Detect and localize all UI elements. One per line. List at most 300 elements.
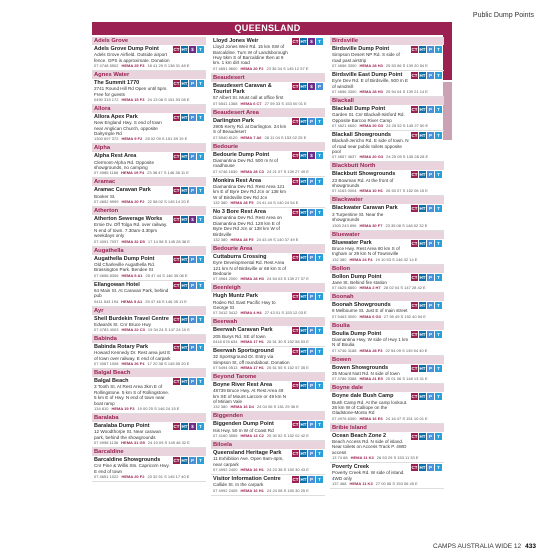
dump-point-entry [330, 71, 444, 97]
td-icon: T [316, 421, 323, 428]
ht-icon: HT [300, 152, 307, 158]
td-icon: T [435, 365, 442, 372]
entry-description: Beach Access Rd. N side of island. Near toilets on Access Track P. 4WD access [332, 438, 407, 455]
entry-name: Birdsville East Dump Point [332, 72, 403, 79]
dp-icon: $ [308, 83, 315, 90]
gps-coordinates: 24 04 06 S 151 29 36 E [256, 404, 299, 410]
gps-coordinates: 24 54 03 S 139 27 07 E [266, 276, 309, 282]
ht-icon: HT [181, 154, 188, 160]
gps-coordinates: 25 47 44 S 146 35 08 E [145, 272, 188, 278]
td-icon: T [197, 46, 204, 53]
entry-name: Barcaldine Showgrounds [94, 457, 161, 463]
entry-description: Rodeo Rd. East Pacific Hwy to George St [213, 299, 276, 310]
facility-icons [411, 365, 442, 382]
facility-icons [292, 83, 323, 106]
map-reference: HEMA 28 H3 [240, 276, 264, 282]
entry-description: 11 Exhibition Ave. Open 9am-4pm, near carpark [213, 456, 284, 467]
gps-coordinates: 28 02 04 S 147 28 42 E [383, 285, 426, 291]
ht-icon: HT [181, 423, 188, 429]
map-reference: HEMA 16 H1 [240, 487, 264, 493]
map-reference: HEMA 6 C7 [240, 100, 262, 106]
facility-icons [292, 382, 323, 409]
ct-icon: CT [411, 365, 418, 371]
entry-meta [213, 100, 307, 106]
ht-icon: HT [300, 83, 307, 89]
ct-icon: CT [411, 240, 418, 246]
td-icon: T [197, 344, 204, 351]
entry-name: Ellangowan Hotel [94, 281, 140, 288]
entry-phone: 07 4656 3300 [332, 63, 357, 69]
pk-icon: P [309, 382, 313, 388]
ct-icon: CT [411, 465, 418, 471]
ht-icon: HT [419, 133, 426, 139]
gps-coordinates: 27 59 33 S 153 00 01 E [264, 100, 307, 106]
facility-icons [292, 450, 323, 472]
gps-coordinates: 19 34 24 S 147 24 10 E [147, 327, 190, 333]
dump-point-entry [211, 117, 325, 143]
gps-coordinates: 24 13 08 S 151 53 08 E [147, 97, 190, 103]
dump-point-entry [330, 432, 444, 463]
facility-icons [411, 302, 442, 319]
town-heading: Biloela [211, 441, 325, 449]
town-heading: Adels Grove [92, 37, 206, 45]
page-number: 433 [525, 543, 536, 550]
gps-coordinates: 24 16 47 S 151 10 01 E [385, 415, 428, 421]
ct-icon: CT [292, 477, 299, 483]
td-icon: T [197, 378, 204, 385]
facility-icons [411, 464, 442, 486]
entry-meta [94, 136, 188, 142]
town-heading: Atherton [92, 207, 206, 215]
facility-icons [411, 274, 442, 291]
ct-icon: CT [411, 394, 418, 400]
pk-icon: P [428, 331, 432, 337]
pk-icon: P [190, 316, 194, 322]
dump-point-entry [92, 456, 206, 482]
entry-phone: 07 4091 7937 [94, 238, 119, 244]
pk-icon: P [190, 188, 194, 194]
town-heading: Beaudesert Area [211, 109, 325, 117]
gps-coordinates: 26 53 29 S 153 11 33 E [376, 455, 419, 461]
ht-icon: HT [419, 206, 426, 212]
town-heading: Blackall [330, 97, 444, 105]
entry-name: No 3 Bore Rest Area [213, 209, 266, 216]
map-reference: HEMA 19 F3 [111, 405, 135, 411]
entry-phone: 07 4748 5502 [94, 63, 119, 69]
entry-description: 32 Sportsground Dr. Entry via Simpson St, off roundabout. Donation [213, 354, 290, 365]
dump-point-entry [92, 255, 206, 281]
entry-phone: 132 380 [213, 200, 228, 206]
entry-name: Augathella Dump Point [94, 255, 155, 262]
entry-meta [213, 168, 309, 174]
facility-icons [292, 348, 323, 370]
dump-point-entry [330, 273, 444, 294]
gps-coordinates: 24 25 05 S 145 28 28 E [386, 154, 429, 160]
ct-icon: CT [411, 107, 418, 113]
dump-point-entry [330, 301, 444, 322]
pk-icon: P [428, 365, 432, 371]
ht-icon: HT [300, 39, 307, 44]
ht-icon: HT [300, 477, 307, 483]
entry-name: Baralaba Dump Point [94, 422, 150, 429]
facility-icons [411, 433, 442, 460]
map-reference: HEMA 4 H4 [240, 310, 262, 316]
column-3 [330, 37, 444, 530]
entry-name: Lloyd Jones Weir [213, 38, 259, 44]
entry-description: Old Charleville Augathella Rd. Brassington Park. Bendee St [94, 261, 156, 273]
map-reference: HEMA 28 F5 [230, 236, 254, 242]
dump-point-entry [211, 208, 325, 245]
entry-phone: 07 5494 0513 [213, 364, 238, 370]
dp-icon: $ [189, 46, 196, 53]
gps-coordinates: 24 21 07 S 139 27 49 E [266, 168, 309, 174]
town-heading: Boyne dale [330, 384, 444, 392]
entry-meta [213, 338, 309, 344]
entry-description: Bruce Hwy. Rest Area 80 km S of Ingham or 29 km N of Townsville [332, 245, 400, 257]
pk-icon: P [190, 282, 194, 288]
ht-icon: HT [181, 256, 188, 262]
town-heading: Agnes Water [92, 71, 206, 79]
ct-icon: CT [411, 274, 418, 280]
state-banner: QUEENSLAND [92, 22, 443, 35]
entry-phone: 07 4992 2405 [213, 487, 238, 493]
entry-meta [94, 170, 189, 176]
ct-icon: CT [292, 382, 299, 388]
facility-icons [292, 421, 323, 438]
ct-icon: CT [292, 39, 299, 44]
map-reference: HEMA 31 G5 [121, 440, 145, 445]
td-icon: T [435, 205, 442, 212]
td-icon: T [316, 118, 323, 125]
ct-icon: CT [292, 328, 299, 334]
gps-coordinates: 25 54 04 S 139 21 14 E [385, 89, 428, 95]
entry-description: Diamantina Dev Rd. 500 m N of roadhouse [213, 157, 278, 169]
ct-icon: CT [173, 282, 180, 288]
facility-icons [173, 316, 204, 333]
dp-icon: $ [308, 38, 315, 45]
entry-meta [213, 467, 309, 473]
entry-description: Blackall-Jericho Rd. E side of town. N of road near public toilets opposite pool [332, 138, 409, 155]
entry-meta [332, 63, 428, 69]
map-reference: HEMA 6 G3 [359, 313, 381, 319]
td-icon: T [197, 256, 204, 263]
map-reference: HEMA 28 F3 [359, 347, 383, 353]
ct-icon: CT [173, 316, 180, 322]
entry-name: Alpha Rest Area [94, 153, 137, 160]
facility-icons [411, 171, 442, 193]
entry-description: 64 Main St. At Caravan Park, behind pub [94, 287, 169, 299]
entry-meta [94, 199, 190, 205]
facility-icons [173, 114, 204, 141]
map-reference: HEMA 11 K3 [349, 481, 373, 487]
td-icon: T [435, 72, 442, 79]
facility-icons [173, 378, 204, 411]
town-heading: Ayr [92, 307, 206, 315]
ht-icon: HT [300, 382, 307, 388]
facility-icons [173, 282, 204, 304]
facility-icons [292, 293, 323, 315]
state-tab-secondary [443, 82, 452, 140]
entry-name: Monkira Rest Area [213, 177, 262, 184]
gps-coordinates: 23 36 34 S 145 12 57 E [266, 65, 309, 71]
entry-meta [213, 200, 299, 206]
dump-point-entry [92, 152, 206, 178]
dump-point-entry [330, 463, 444, 489]
town-heading: Beenleigh [211, 284, 325, 292]
gps-coordinates: 27 43 01 S 153 12 03 E [264, 310, 307, 316]
ct-icon: CT [173, 115, 180, 121]
entry-phone: 07 4657 4637 [332, 154, 357, 160]
td-icon: T [435, 240, 442, 247]
td-icon: T [197, 216, 204, 223]
entry-name: Boyne River Rest Area [213, 381, 273, 388]
td-icon: T [197, 457, 204, 464]
entry-phone: 07 4621 6600 [332, 123, 357, 129]
td-icon: T [316, 254, 323, 261]
map-reference: HEMA 28 H3 [359, 89, 383, 95]
dump-point-entry [211, 292, 325, 318]
dump-point-entry [211, 37, 325, 74]
map-reference: HEMA 16 D4 [230, 404, 254, 410]
publication-name: CAMPS AUSTRALIA WIDE 12 [433, 543, 522, 550]
map-reference: HEMA 24 F4 [349, 256, 373, 262]
entry-phone: 07 4652 9999 [94, 199, 119, 205]
entry-name: Babinda Rotary Park [94, 344, 149, 351]
map-reference: HEMA 32 D5 [121, 238, 145, 244]
entry-name: Blackall Showgrounds [332, 132, 391, 139]
facility-icons [292, 209, 323, 242]
ht-icon: HT [419, 73, 426, 79]
td-icon: T [435, 302, 442, 309]
entry-meta [332, 313, 426, 319]
pk-icon: P [190, 256, 194, 262]
town-heading: Birdsville [330, 37, 444, 45]
dump-point-entry [92, 215, 206, 246]
td-icon: T [435, 331, 442, 338]
entry-meta [213, 364, 309, 370]
td-icon: T [197, 423, 204, 430]
gps-coordinates: 24 41 44 S 140 24 54 E [256, 200, 299, 206]
town-heading: Beaudesert [211, 74, 325, 82]
ct-icon: CT [173, 217, 180, 223]
ct-icon: CT [173, 47, 180, 52]
td-icon: T [435, 171, 442, 178]
pk-icon: P [309, 422, 313, 428]
pk-icon: P [428, 274, 432, 280]
ct-icon: CT [411, 133, 418, 139]
pk-icon: P [309, 348, 313, 354]
map-reference: HEMA 20 F2 [121, 474, 145, 480]
dump-point-entry [330, 330, 444, 356]
td-icon: T [316, 152, 323, 159]
state-tab [443, 22, 452, 80]
map-reference: HEMA 5 A1 [121, 298, 143, 304]
facility-icons [173, 80, 204, 102]
entry-meta [213, 276, 309, 282]
ht-icon: HT [300, 254, 307, 260]
pk-icon: P [190, 81, 194, 87]
ct-icon: CT [292, 83, 299, 89]
town-heading: Bedourie [211, 143, 325, 151]
gps-coordinates: 25 47 46 S 146 35 11 E [145, 298, 187, 304]
gps-coordinates: 26 51 55 S 152 57 35 E [266, 364, 309, 370]
entry-phone: 07 5463 3000 [332, 313, 357, 319]
entry-meta [94, 97, 190, 103]
td-icon: T [435, 393, 442, 400]
ct-icon: CT [292, 451, 299, 457]
entry-name: Boulia Dump Point [332, 330, 382, 337]
facility-icons [173, 187, 204, 204]
entry-description: Cnr Pine & Willis Sts. Capricorn Hwy. E end of town [94, 463, 170, 474]
ht-icon: HT [419, 433, 426, 439]
entry-meta [332, 415, 428, 421]
map-reference: HEMA 20 F2 [121, 199, 145, 205]
section-title: Public Dump Points [472, 12, 534, 19]
gps-coordinates: 24 25 52 S 145 27 50 E [386, 123, 429, 129]
map-reference: HEMA 28 H3 [359, 63, 383, 69]
pk-icon: P [190, 115, 194, 121]
gps-coordinates: 22 54 09 S 139 54 40 E [385, 347, 428, 353]
entry-phone: 1300 243 896 [332, 222, 357, 228]
dump-point-entry [330, 392, 444, 423]
entry-name: Beerwah Sportsground [213, 347, 274, 354]
entry-description: 25 Mount Nutt Rd. N side of town [332, 370, 400, 376]
dump-point-entry [330, 45, 444, 71]
entry-meta [213, 487, 309, 493]
dump-point-entry [211, 449, 325, 475]
pk-icon: P [428, 240, 432, 246]
entry-description: Eyre Dev Rd. E of Birdsville, 500 m E of windmill [332, 78, 409, 89]
ht-icon: HT [181, 81, 188, 87]
pk-icon: P [428, 73, 432, 79]
entry-phone: 132 380 [213, 404, 228, 410]
ht-icon: HT [181, 282, 188, 288]
td-icon: T [197, 114, 204, 121]
entry-description: Adels Grove Airfield. Outside airport fence. GPS is approximate. Donation [94, 52, 170, 63]
td-icon: T [316, 209, 323, 216]
entry-description: Jane St. Behind fire station [332, 279, 387, 285]
entry-name: Beaudesert Caravan & Tourist Park [213, 82, 272, 96]
entry-meta [332, 154, 429, 160]
entry-phone: 132 380 [332, 256, 347, 262]
pk-icon: P [428, 133, 432, 139]
facility-icons [411, 46, 442, 68]
map-reference: HEMA 30 F7 [359, 222, 383, 228]
map-reference: HEMA 15 F3 [121, 97, 145, 103]
entry-phone: 07 5540 8120 [213, 134, 238, 140]
entry-name: Boyne dale Bush Camp [332, 393, 394, 400]
entry-name: Adels Grove Dump Point [94, 46, 159, 52]
ht-icon: HT [181, 379, 188, 385]
facility-icons [173, 46, 204, 68]
entry-phone: 07 4985 1166 [94, 170, 119, 176]
gps-coordinates: 24 23 38 S 150 30 43 E [266, 467, 309, 473]
map-reference: HEMA 16 E6 [359, 415, 383, 421]
ht-icon: HT [181, 188, 188, 194]
entry-name: Poverty Creek [332, 464, 369, 471]
dump-point-entry [211, 347, 325, 373]
map-reference: HEMA 20 G3 [359, 123, 384, 129]
dp-icon: $ [308, 152, 315, 159]
entry-name: Allora Apex Park [94, 114, 138, 121]
entry-phone: 07 4656 3300 [332, 89, 357, 95]
entry-meta [94, 474, 190, 480]
ct-icon: CT [173, 345, 180, 351]
pk-icon: P [428, 433, 432, 439]
entry-name: Ocean Beach Zone 2 [332, 432, 387, 439]
gps-coordinates: 28 11 04 S 153 02 25 E [264, 134, 307, 140]
entry-description: 23 Bowman Rd. At the front of showgrounds [332, 177, 394, 189]
map-reference: HEMA 13 C2 [240, 433, 264, 439]
map-reference: HEMA 26 F4 [121, 361, 145, 367]
ct-icon: CT [292, 118, 299, 124]
ct-icon: CT [411, 331, 418, 337]
facility-icons [292, 38, 323, 71]
facility-icons [411, 393, 442, 420]
ht-icon: HT [300, 451, 307, 457]
ct-icon: CT [173, 154, 180, 160]
entry-phone: 07 4783 4003 [94, 327, 119, 333]
facility-icons [292, 118, 323, 140]
facility-icons [292, 327, 323, 344]
entry-meta [332, 188, 428, 194]
td-icon: T [316, 382, 323, 389]
td-icon: T [316, 38, 323, 45]
town-heading: Bowen [330, 356, 444, 364]
dump-point-entry [211, 326, 325, 347]
ct-icon: CT [173, 188, 180, 194]
town-heading: Augathella [92, 247, 206, 255]
entry-meta [332, 285, 426, 291]
dump-point-entry [330, 239, 444, 265]
entry-description: Diamantina Dev Rd. Rest Area on Diamantina Dev Rd. 128 km E of Byre Dev Rd Jcn or 138 km W of Birdsville [213, 215, 282, 237]
ct-icon: CT [292, 254, 299, 260]
dump-point-entry [92, 422, 206, 448]
entry-phone: 07 4746 3188 [332, 347, 357, 353]
gps-coordinates: 17 20 38 S 145 55 20 E [147, 361, 190, 367]
facility-icons [411, 132, 442, 159]
entry-phone: 1300 697 372 [94, 136, 119, 142]
gps-coordinates: 27 59 49 S 152 40 54 E [383, 313, 426, 319]
ht-icon: HT [419, 303, 426, 309]
entry-description: New England Hwy. S end of town near Anglican Church, opposite Dalrymple Rd [94, 120, 162, 137]
entry-description: Clermont-Alpha Rd. Opposite showgrounds, no camping [94, 159, 155, 171]
entry-meta [94, 298, 187, 304]
pk-icon: P [309, 118, 313, 124]
entry-phone: 132 380 [213, 236, 228, 242]
gps-coordinates: 26 51 30 S 152 58 53 E [266, 338, 309, 344]
town-heading: Bollon [330, 265, 444, 273]
entry-meta [94, 63, 190, 69]
entry-name: Bedourie Dump Point [213, 151, 270, 158]
town-heading: Baralaba [92, 414, 206, 422]
map-reference: HEMA 28 C3 [240, 168, 264, 174]
dump-point-entry [92, 186, 206, 207]
town-heading: Blackwater [330, 196, 444, 204]
dump-point-entry [330, 204, 444, 230]
ct-icon: CT [411, 47, 418, 52]
ht-icon: HT [300, 294, 307, 300]
entry-name: Blackall Dump Point [332, 106, 386, 113]
entry-meta [213, 310, 307, 316]
entry-description: Isis Hwy. 50 m W of Coast Rd [213, 427, 274, 433]
entry-phone: 0411 543 194 [94, 298, 119, 304]
entry-name: Balgal Beach [94, 378, 129, 385]
entry-phone: 07 4651 1022 [94, 474, 119, 480]
map-reference: HEMA 11 K3 [350, 455, 374, 461]
ht-icon: HT [419, 465, 426, 471]
entry-description: 2905 Kerry Rd. at Darlington. 24 km S of Beaudesert [213, 123, 287, 135]
